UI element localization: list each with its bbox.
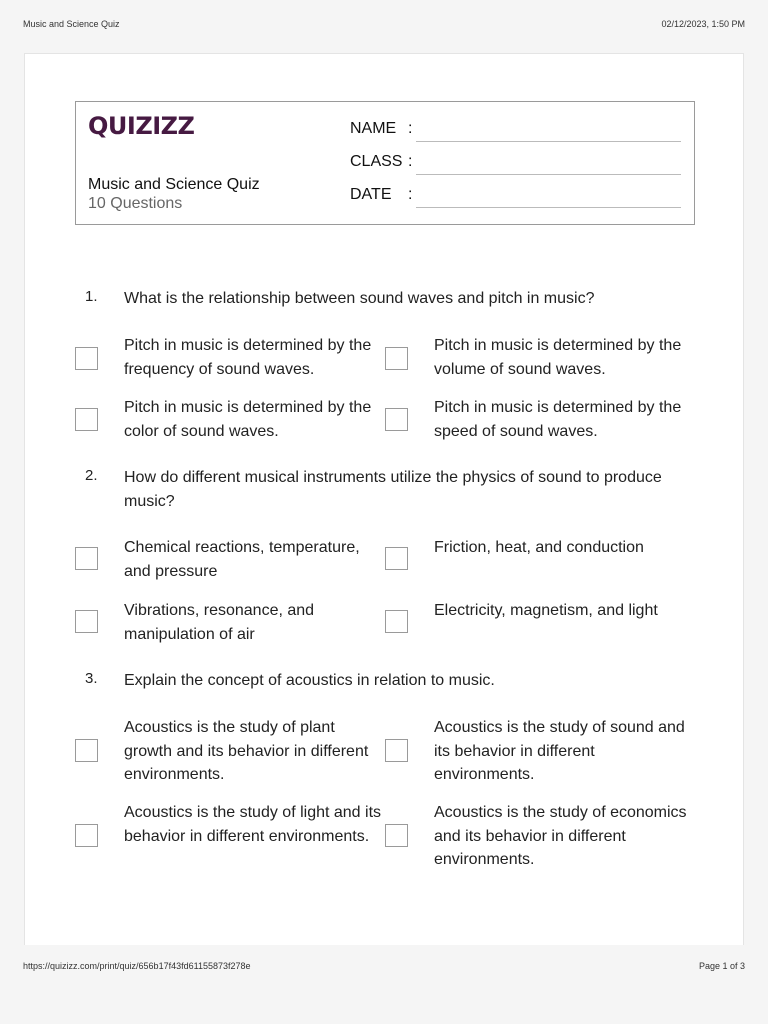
option-checkbox-c[interactable] xyxy=(75,824,98,847)
quiz-title: Music and Science Quiz xyxy=(88,176,260,193)
print-footer xyxy=(23,961,745,971)
date-label: DATE xyxy=(350,186,392,203)
question-number: 1. xyxy=(85,288,98,305)
option-checkbox-b[interactable] xyxy=(385,347,408,370)
name-line xyxy=(416,141,681,142)
name-label: NAME xyxy=(350,120,397,137)
print-footer-page: Page 1 of 3 xyxy=(698,961,745,971)
option-checkbox-d[interactable] xyxy=(385,610,408,633)
class-field[interactable]: CLASS : xyxy=(350,153,412,171)
print-footer-url[interactable]: https://quizizz.com/print/quiz/656b17f43fd61155873f278e xyxy=(23,961,251,971)
class-line xyxy=(416,174,681,175)
option-checkbox-a[interactable] xyxy=(75,739,98,762)
option-text-c: Pitch in music is determined by the color of sound waves. xyxy=(124,399,372,440)
option-checkbox-a[interactable] xyxy=(75,347,98,370)
option-text-a: Acoustics is the study of plant growth and its behavior in different environments. xyxy=(124,719,369,783)
question-text: Explain the concept of acoustics in relation to music. xyxy=(124,672,495,689)
option-text-b: Friction, heat, and conduction xyxy=(434,539,644,556)
date-line xyxy=(416,207,681,208)
option-checkbox-b[interactable] xyxy=(385,547,408,570)
option-checkbox-a[interactable] xyxy=(75,547,98,570)
worksheet-page xyxy=(24,53,744,945)
option-text-d: Electricity, magnetism, and light xyxy=(434,602,658,619)
option-checkbox-c[interactable] xyxy=(75,408,98,431)
option-text-a: Chemical reactions, temperature, and pressure xyxy=(124,539,360,580)
option-text-c: Acoustics is the study of light and its behavior in different environments. xyxy=(124,804,382,845)
option-checkbox-d[interactable] xyxy=(385,408,408,431)
print-header xyxy=(23,19,745,29)
question-number: 2. xyxy=(85,467,98,484)
print-header-title: Music and Science Quiz xyxy=(23,19,120,29)
option-text-b: Pitch in music is determined by the volume of sound waves. xyxy=(434,337,682,378)
option-text-d: Acoustics is the study of economics and its behavior in different environments. xyxy=(434,804,687,868)
option-checkbox-d[interactable] xyxy=(385,824,408,847)
worksheet-header xyxy=(75,101,695,225)
class-label: CLASS xyxy=(350,153,403,170)
option-text-d: Pitch in music is determined by the speed of sound waves. xyxy=(434,399,682,440)
question-text: What is the relationship between sound waves and pitch in music? xyxy=(124,290,595,307)
quizizz-logo: QUIZIZZ xyxy=(88,112,195,140)
question-text: How do different musical instruments utilize the physics of sound to produce music? xyxy=(124,469,662,510)
question-count: 10 Questions xyxy=(88,195,183,212)
option-checkbox-c[interactable] xyxy=(75,610,98,633)
option-text-c: Vibrations, resonance, and manipulation of air xyxy=(124,602,315,643)
option-checkbox-b[interactable] xyxy=(385,739,408,762)
print-header-datetime: 02/12/2023, 1:50 PM xyxy=(661,19,745,29)
option-text-b: Acoustics is the study of sound and its behavior in different environments. xyxy=(434,719,685,783)
date-field[interactable]: DATE : xyxy=(350,186,412,204)
question-number: 3. xyxy=(85,670,98,687)
name-field[interactable]: NAME : xyxy=(350,120,412,138)
option-text-a: Pitch in music is determined by the frequency of sound waves. xyxy=(124,337,372,378)
